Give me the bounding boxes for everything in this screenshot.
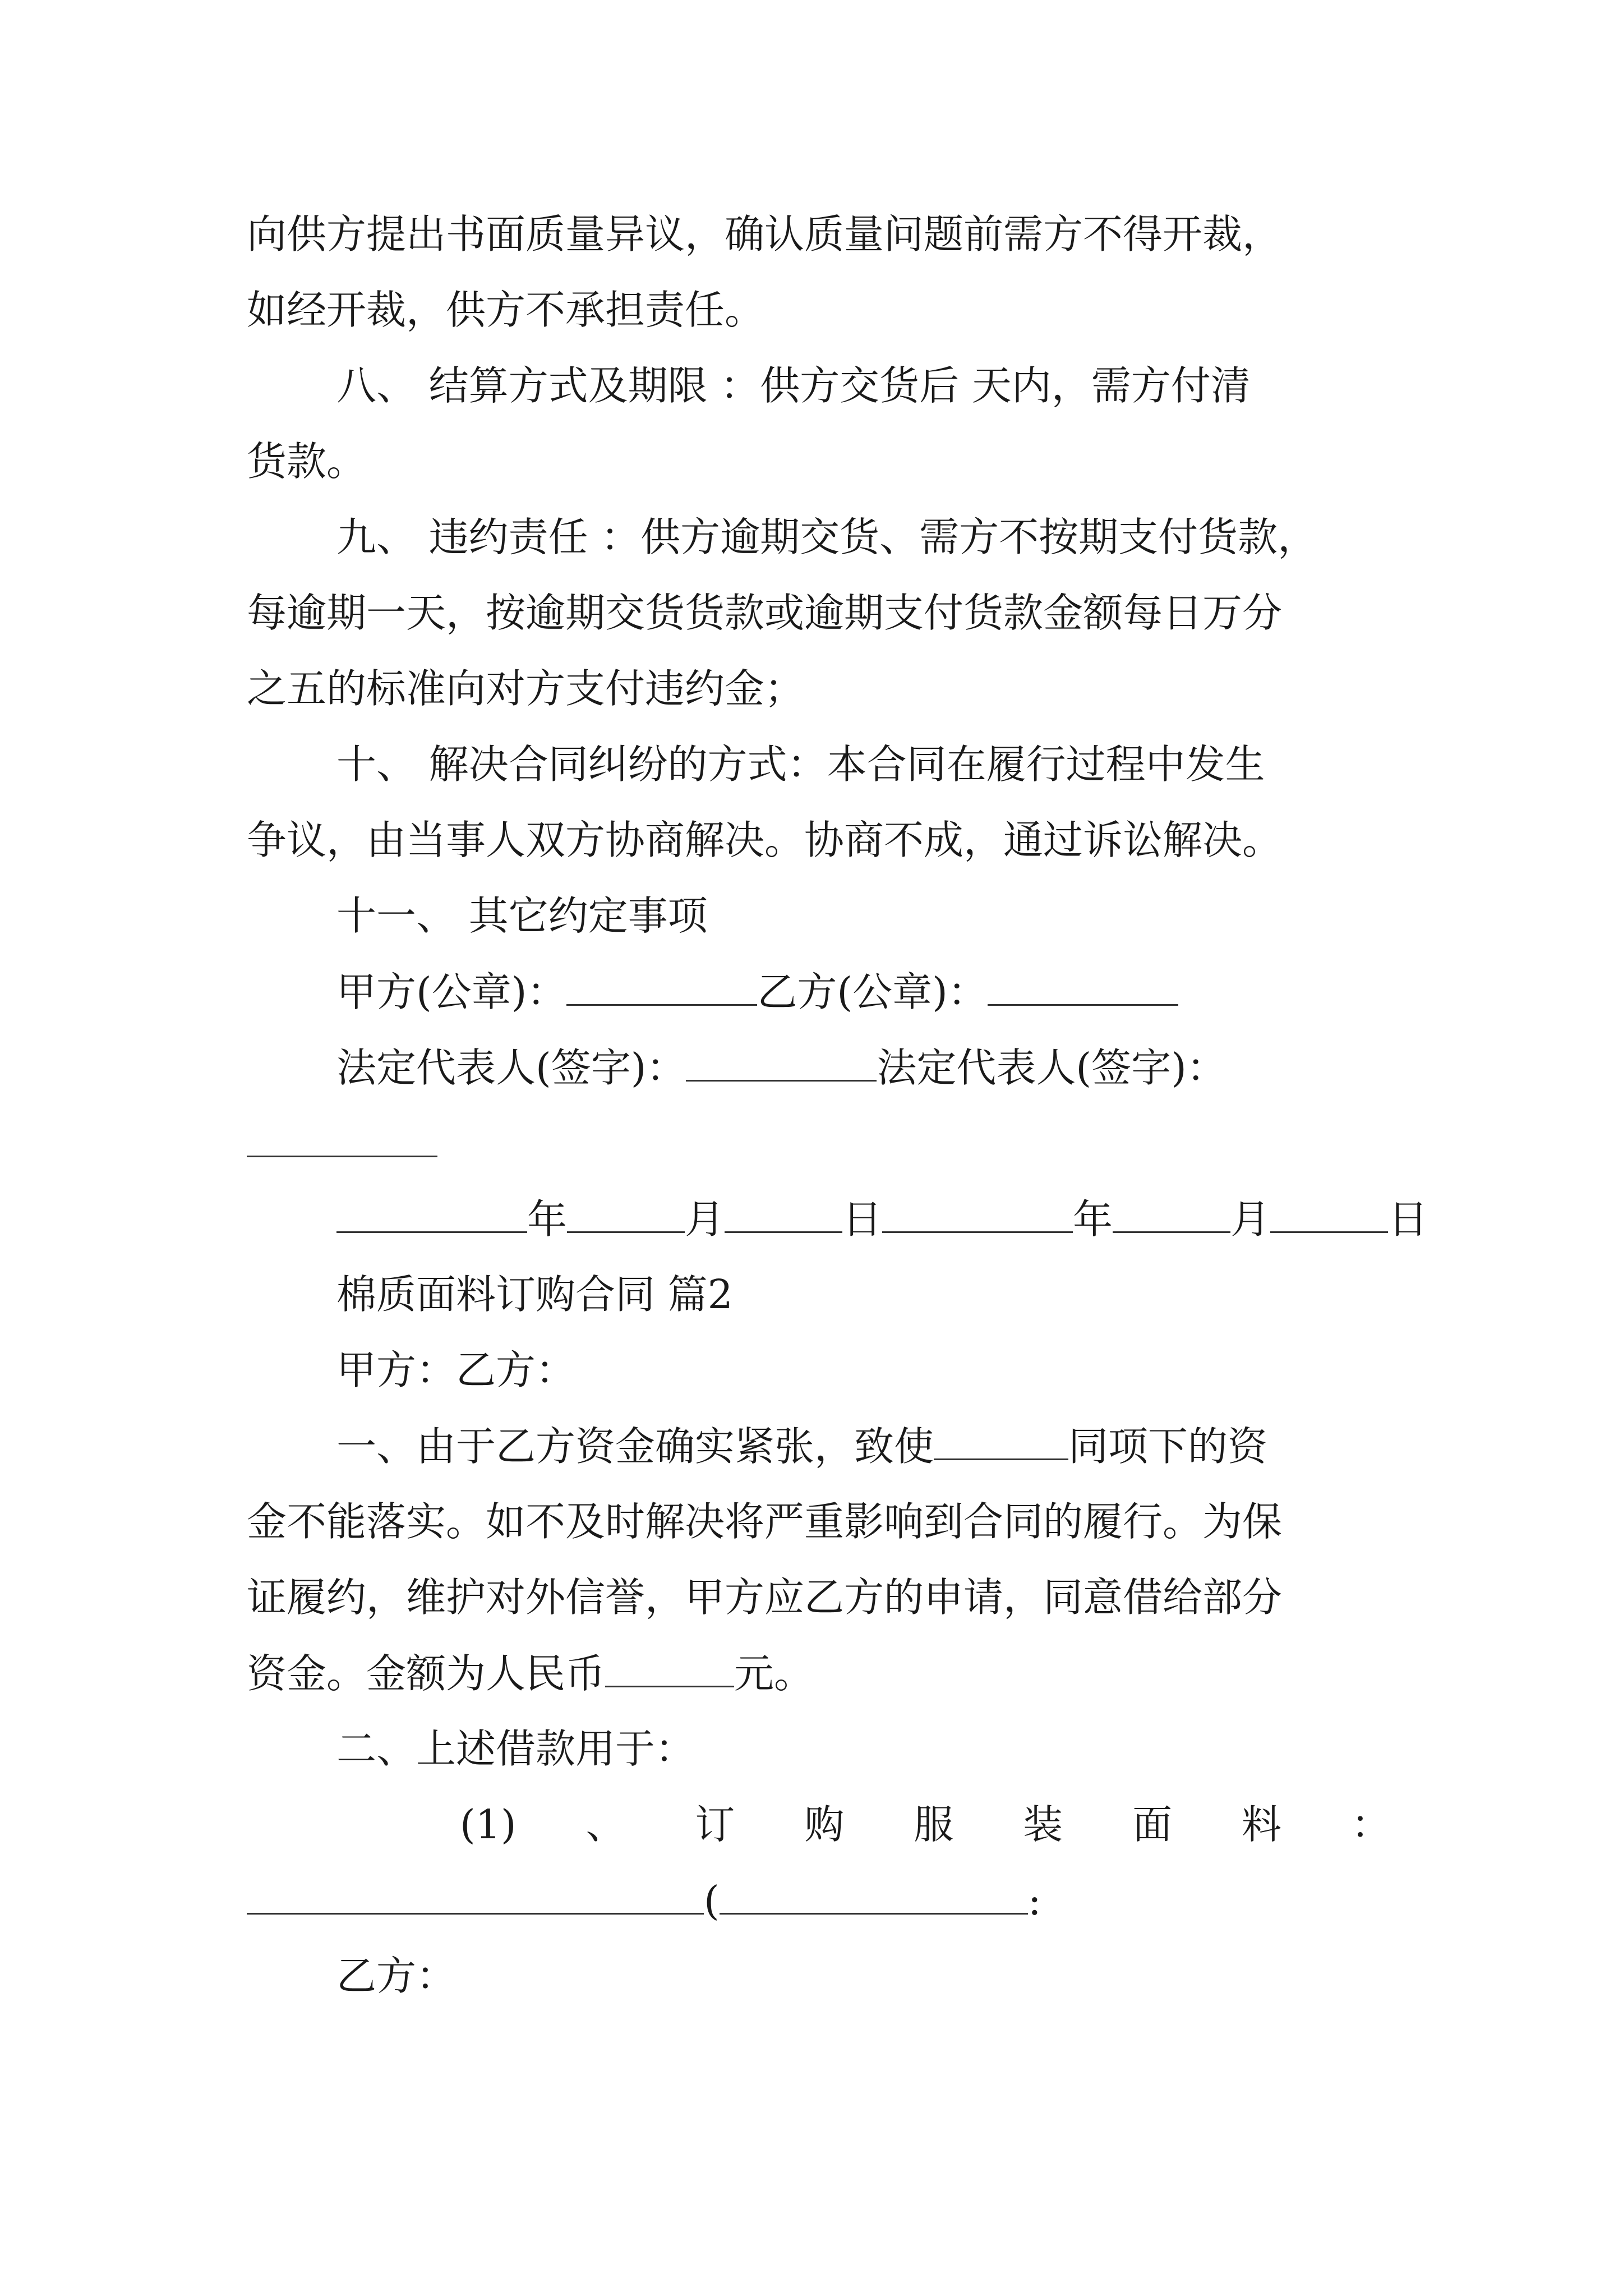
text-line: 向供方提出书面质量异议，确认质量问题前需方不得开裁， [247, 211, 1283, 257]
year-blank [882, 1191, 1073, 1233]
year-label: 年 [1073, 1196, 1113, 1243]
text-line: 每逾期一天，按逾期交货货款或逾期支付货款金额每日万分 [247, 590, 1283, 636]
clause-8: 八、 结算方式及期限 ：供方交货后 天内，需方付清 [336, 362, 1251, 409]
text-line: 争议，由当事人双方协商解决。协商不成，通过诉讼解决。 [247, 817, 1283, 863]
month-label: 月 [685, 1196, 725, 1243]
text-line: 货款。 [247, 438, 367, 485]
amount-blank [605, 1645, 734, 1687]
item-1-token: 服 [914, 1801, 954, 1848]
party-a-seal-blank [566, 964, 757, 1006]
item-1-token: 订 [695, 1801, 735, 1848]
rep-a-label: 法定代表人(签字)： [336, 1045, 686, 1091]
day-blank [725, 1191, 842, 1233]
item-1-token: ： [1350, 1801, 1391, 1848]
item-1-blanks [247, 1872, 1041, 1929]
item-1-token: 装 [1023, 1801, 1063, 1848]
party-a-label: 甲方(公章)： [336, 969, 567, 1015]
party-b-seal-blank [988, 964, 1178, 1006]
clause-1-text: 一、由于乙方资金确实紧张，致使 [336, 1423, 934, 1470]
day-label: 日 [842, 1196, 883, 1243]
section-title: 棉质面料订购合同 篇2 [336, 1271, 733, 1318]
parties-line: 甲方：乙方： [336, 1347, 576, 1393]
paren: ( [704, 1878, 720, 1924]
item-1-token: 购 [804, 1801, 845, 1848]
month-label: 月 [1230, 1196, 1271, 1243]
signature-party-line [336, 964, 1178, 1020]
clause-2: 二、上述借款用于： [336, 1726, 695, 1772]
clause-11: 十一、 其它约定事项 [336, 892, 708, 939]
colon: : [1027, 1878, 1041, 1924]
text-line: 如经开裁，供方不承担责任。 [247, 287, 765, 333]
item-1-line [460, 1797, 1391, 1853]
text-line: 金不能落实。如不及时解决将严重影响到合同的履行。为保 [247, 1498, 1283, 1545]
text-line: 证履约，维护对外信誉，甲方应乙方的申请，同意借给部分 [247, 1574, 1283, 1621]
amount-unit: 元。 [734, 1650, 814, 1697]
rep-b-label: 法定代表人(签字)： [877, 1045, 1227, 1091]
clause-1-text: 同项下的资 [1068, 1423, 1268, 1470]
clause-10: 十、 解决合同纠纷的方式：本合同在履行过程中发生 [336, 741, 1265, 788]
year-blank [336, 1191, 527, 1233]
day-blank [1270, 1191, 1388, 1233]
year-label: 年 [527, 1196, 568, 1243]
amount-line [247, 1645, 814, 1701]
day-label: 日 [1388, 1196, 1428, 1243]
month-blank [567, 1191, 685, 1233]
item-1-token: 料 [1242, 1801, 1282, 1848]
fabric-blank [247, 1872, 704, 1915]
clause-9: 九、 违约责任 ：供方逾期交货、需方不按期支付货款， [336, 514, 1318, 560]
rep-b-blank [247, 1115, 437, 1157]
item-1-token: 面 [1132, 1801, 1173, 1848]
contract-blank [934, 1418, 1068, 1460]
date-line [336, 1191, 1428, 1247]
item-1-token: (1) [460, 1801, 517, 1848]
party-b-line: 乙方： [336, 1953, 457, 1999]
clause-1 [336, 1418, 1267, 1474]
amount-label: 资金。金额为人民币 [247, 1650, 606, 1697]
month-blank [1113, 1191, 1230, 1233]
rep-b-blank-line [247, 1115, 437, 1171]
fabric-detail-blank [720, 1872, 1028, 1915]
signature-rep-line [336, 1039, 1227, 1096]
rep-a-blank [686, 1039, 877, 1082]
text-line: 之五的标准向对方支付违约金； [247, 665, 805, 712]
party-b-label: 乙方(公章)： [757, 969, 988, 1015]
item-1-token: 、 [585, 1801, 626, 1848]
